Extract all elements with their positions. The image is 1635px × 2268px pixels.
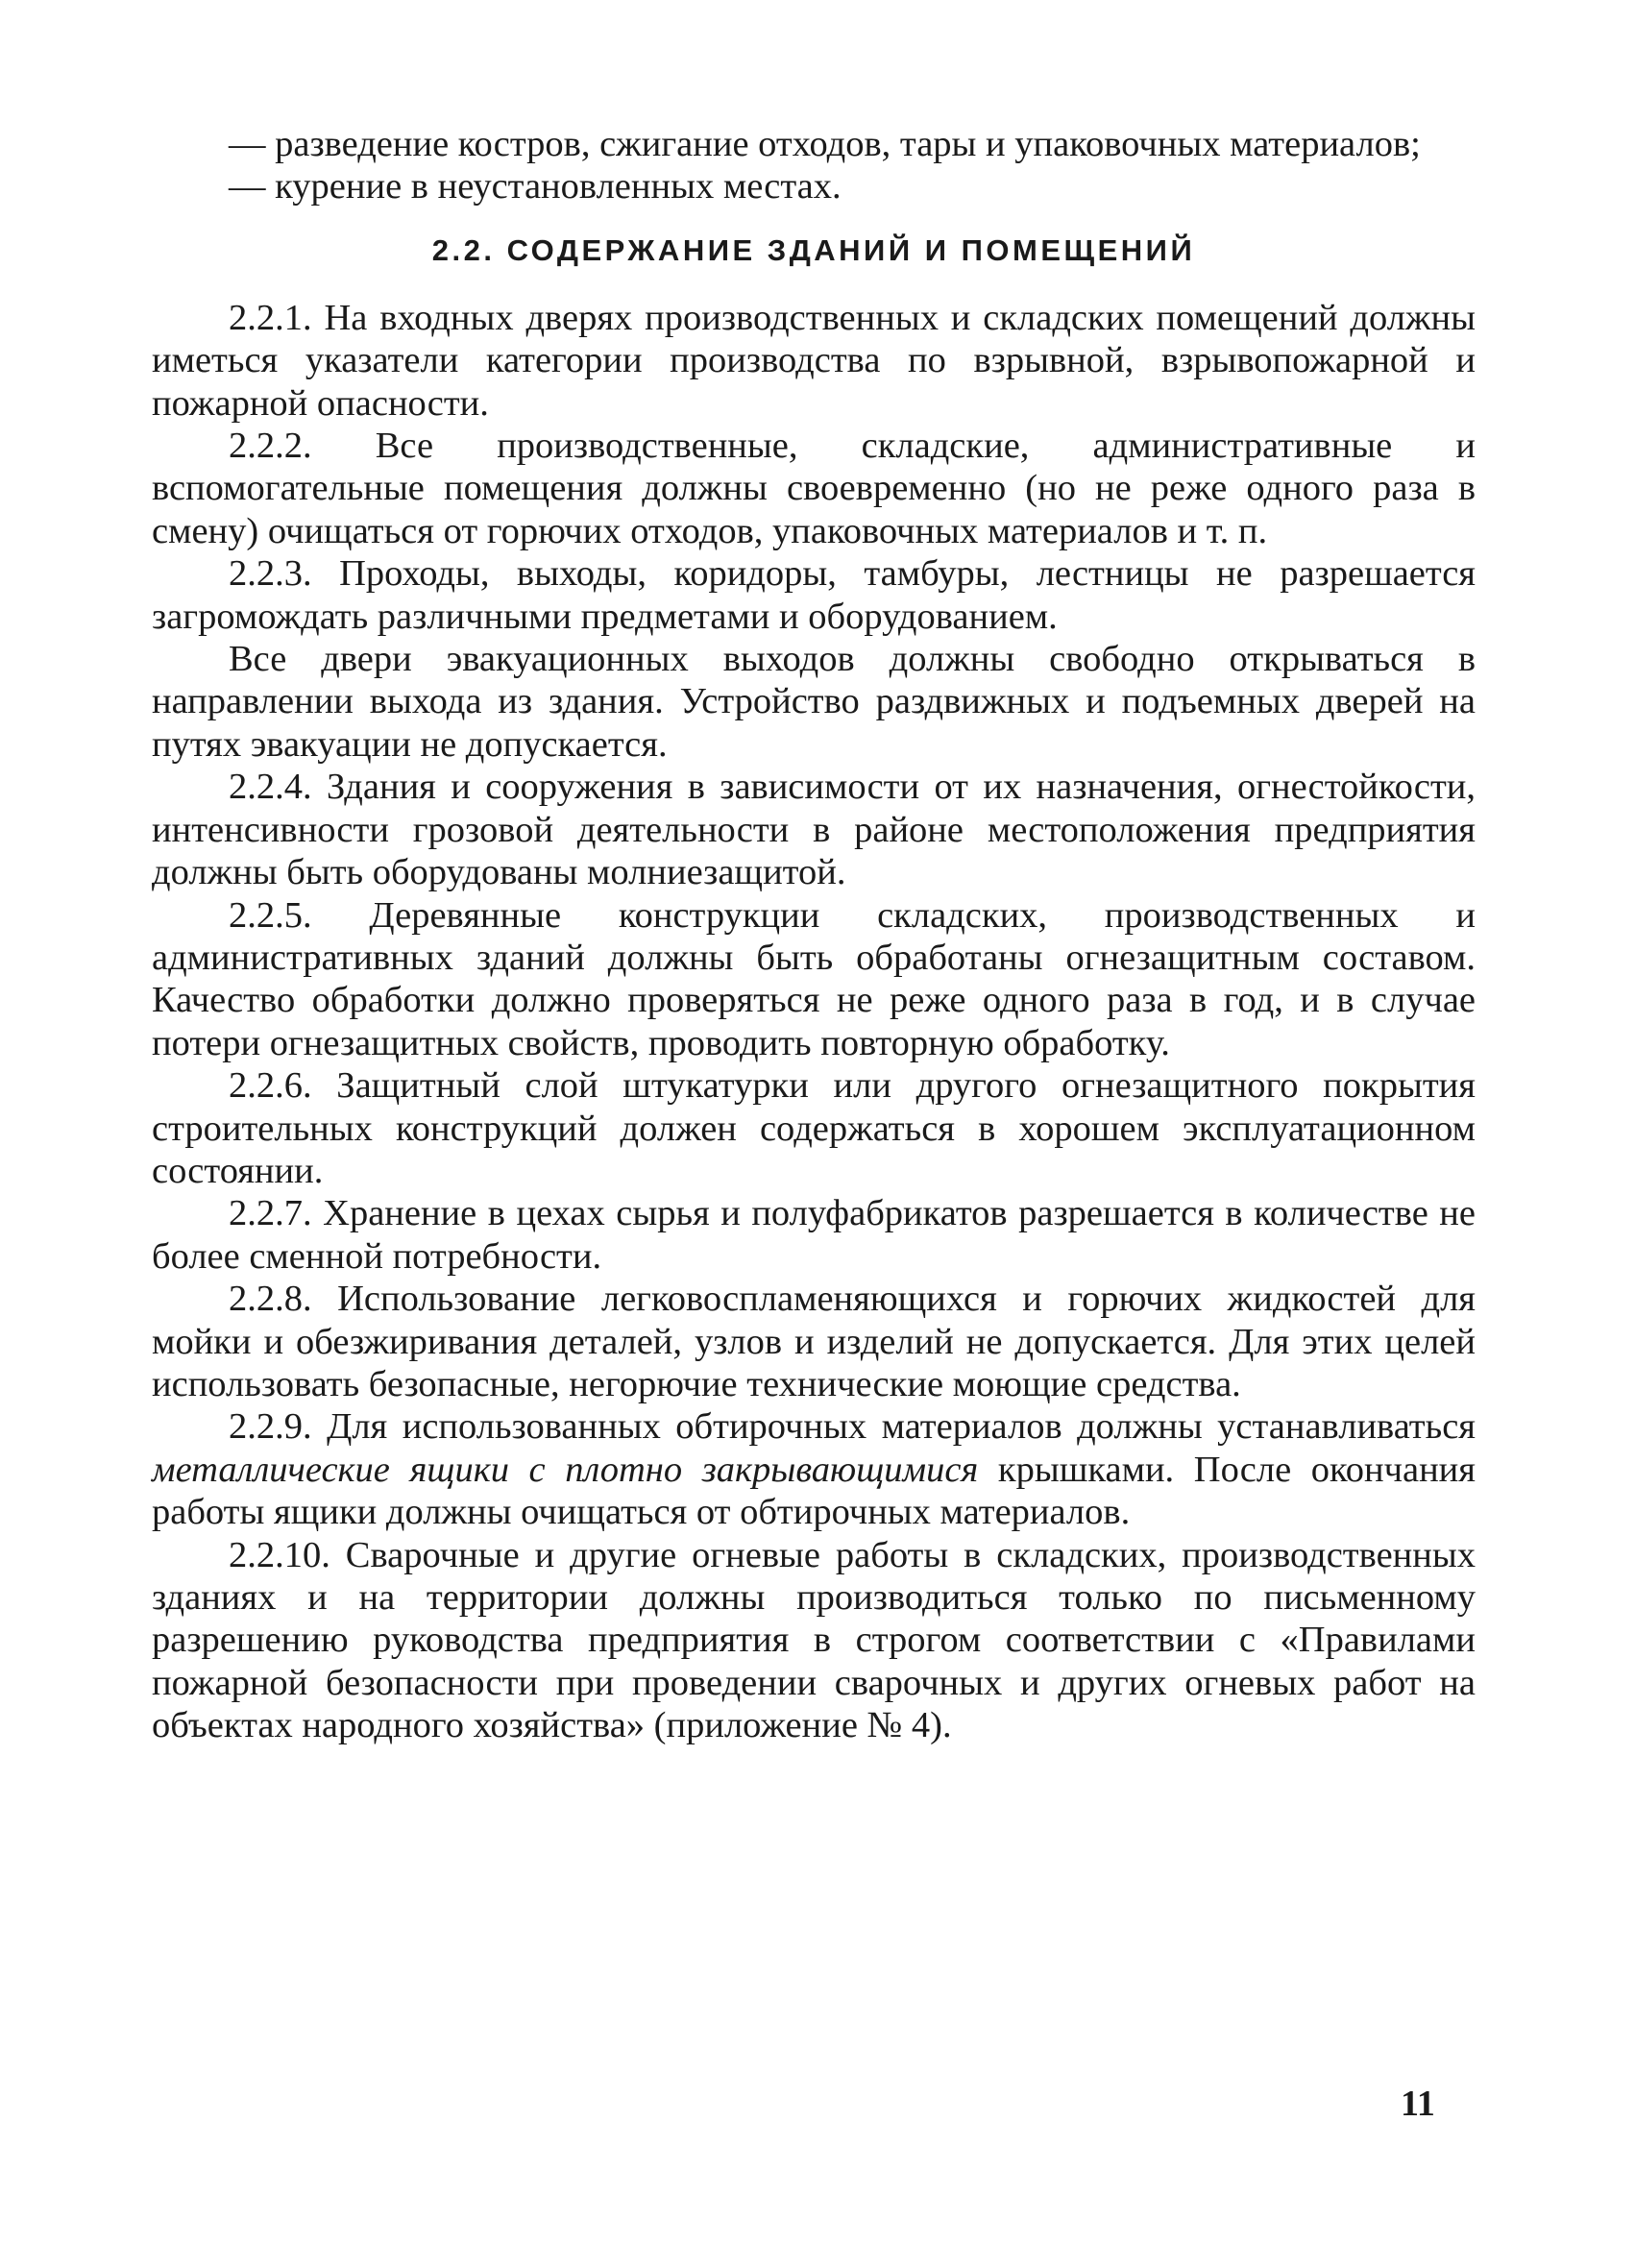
paragraph-2-2-6: 2.2.6. Защитный слой штукатурки или другого огнезащитного покрытия строительных конструкций должен содержаться в хорошем эксплуатационном состоянии. <box>152 1065 1476 1191</box>
paragraph-2-2-2: 2.2.2. Все производственные, складские, административные и вспомогательные помещения должны своевременно (но не реже одного раза в смену) очищаться от горючих отходов, упаковочных материалов и т. п. <box>152 426 1476 551</box>
paragraph-2-2-9-end: крышками. После окончания работы ящики должны очищаться от обтирочных материалов. <box>152 1449 1476 1533</box>
paragraph-2-2-3: 2.2.3. Проходы, выходы, коридоры, тамбуры, лестницы не разрешается загромождать различными предметами и оборудованием. <box>152 553 1476 637</box>
paragraph-2-2-1: 2.2.1. На входных дверях производственных и складских помещений должны иметься указатели категории производства по взрывной, взрывопожарной и пожарной опасности. <box>152 297 1476 424</box>
paragraph-2-2-9-start: 2.2.9. Для использованных обтирочных материалов должны устанавливаться <box>229 1406 1476 1448</box>
intro-item-2: — курение в неустановленных местах. <box>229 166 842 207</box>
page-number: 11 <box>1401 2084 1435 2124</box>
paragraph-2-2-9 <box>152 1405 1476 1533</box>
paragraph-2-2-4: 2.2.4. Здания и сооружения в зависимости от их назначения, огнестойкости, интенсивности грозовой деятельности в районе местоположения предприятия должны быть оборудованы молниезащитой. <box>152 767 1476 893</box>
section-heading: 2.2. СОДЕРЖАНИЕ ЗДАНИЙ И ПОМЕЩЕНИЙ <box>431 232 1196 267</box>
paragraph-2-2-9-italic: металлические ящики с плотно закрывающимися <box>152 1449 979 1490</box>
paragraph-evacuation-doors: Все двери эвакуационных выходов должны свободно открываться в направлении выхода из здания. Устройство раздвижных и подъемных дверей на путях эвакуации не допускается. <box>152 639 1476 765</box>
intro-item-1: — разведение костров, сжигание отходов, тары и упаковочных материалов; <box>229 124 1421 164</box>
paragraph-2-2-10: 2.2.10. Сварочные и другие огневые работы в складских, производственных зданиях и на территории должны производиться только по письменному разрешению руководства предприятия в строгом соответствии с «Правилами пожарной безопасности при проведении сварочных и других огневых работ на объектах народного хозяйства» (приложение № 4). <box>152 1534 1476 1746</box>
document-page <box>152 123 1476 1747</box>
paragraph-2-2-7: 2.2.7. Хранение в цехах сырья и полуфабрикатов разрешается в количестве не более сменной потребности. <box>152 1193 1476 1277</box>
paragraph-2-2-5: 2.2.5. Деревянные конструкции складских, производственных и административных зданий должны быть обработаны огнезащитным составом. Качество обработки должно проверяться не реже одного раза в год, и в случае потери огнезащитных свойств, проводить повторную обработку. <box>152 894 1476 1063</box>
paragraph-2-2-8: 2.2.8. Использование легковоспламеняющихся и горючих жидкостей для мойки и обезжиривания деталей, узлов и изделий не допускается. Для этих целей использовать безопасные, негорючие технические моющие средства. <box>152 1279 1476 1404</box>
